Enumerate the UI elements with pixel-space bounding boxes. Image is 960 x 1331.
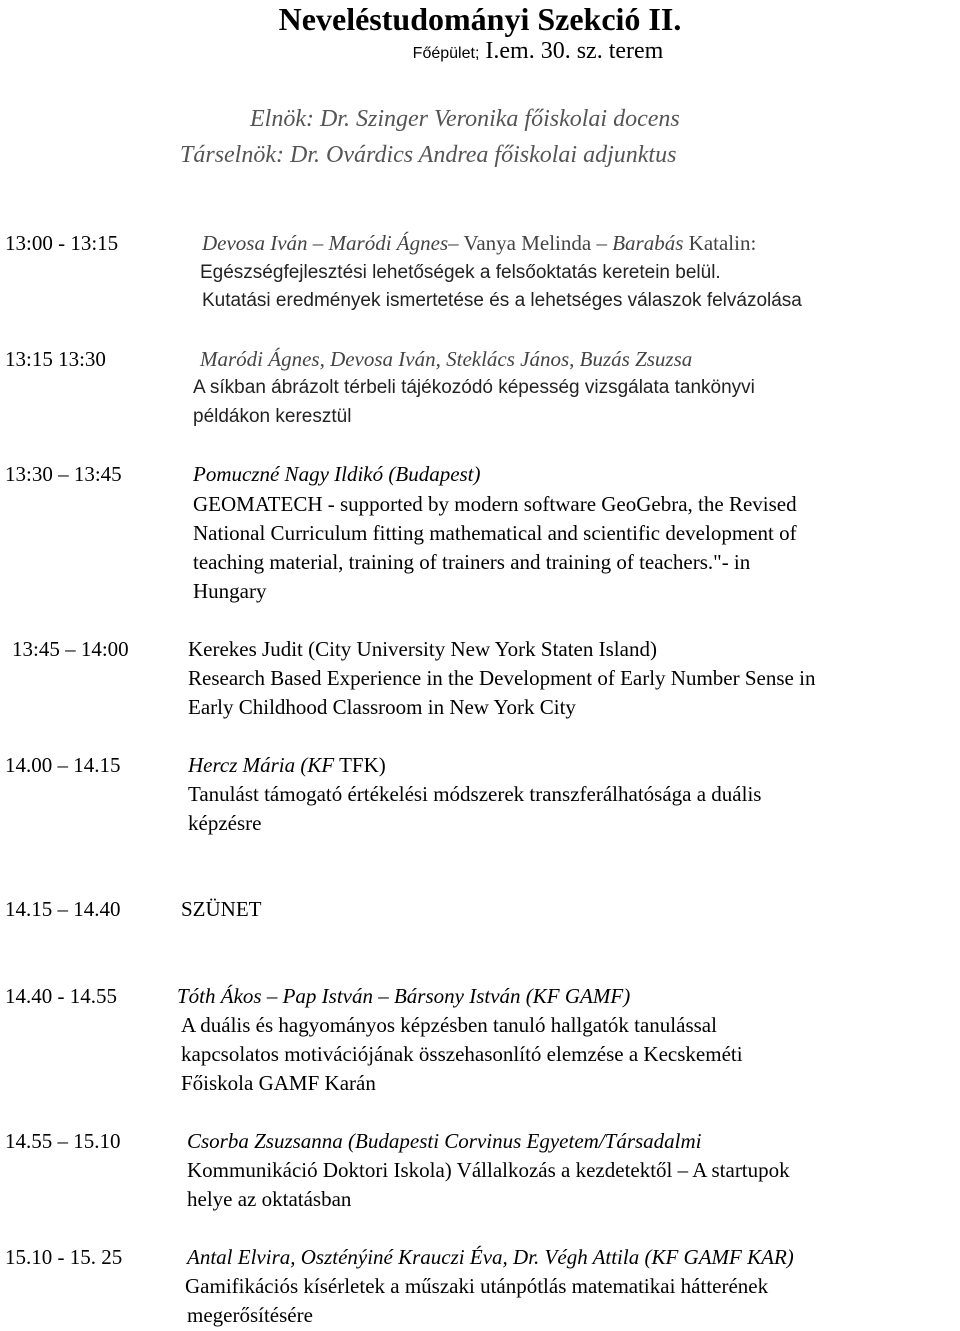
session-title-line: Research Based Experience in the Development of Early Number Sense in <box>188 666 816 690</box>
author-part: Devosa Iván – Maródi Ágnes– <box>202 231 459 255</box>
session-authors <box>202 229 756 258</box>
break-label: SZÜNET <box>181 897 262 921</box>
session-title-line: kapcsolatos motivációjának összehasonlító elemzése a Kecskeméti <box>181 1042 743 1066</box>
session-title-line: példákon keresztül <box>193 406 352 427</box>
session-title-line: Egészségfejlesztési lehetőségek a felsőoktatás keretein belül. <box>200 262 721 283</box>
venue-building: Főépület; <box>412 45 480 62</box>
session-time: 14.40 - 14.55 <box>5 984 117 1008</box>
venue <box>0 36 960 69</box>
session-authors: Tóth Ákos – Pap István – Bársony István (KF GAMF) <box>177 984 631 1008</box>
session-authors: Pomuczné Nagy Ildikó (Budapest) <box>193 462 481 486</box>
author-part: Katalin: <box>688 231 757 255</box>
session-title-line: Gamifikációs kísérletek a műszaki utánpótlás matematikai hátterének <box>185 1274 769 1298</box>
session-title-line: National Curriculum fitting mathematical and scientific development of <box>193 521 797 545</box>
author-part: – Barabás <box>596 231 684 255</box>
author-part: Vanya Melinda <box>463 231 592 255</box>
session-title-line: A duális és hagyományos képzésben tanuló hallgatók tanulással <box>181 1013 717 1037</box>
session-title-line: Főiskola GAMF Karán <box>181 1071 376 1095</box>
session-time: 13:00 - 13:15 <box>5 231 119 255</box>
cochair-line: Társelnök: Dr. Ovárdics Andrea főiskolai adjunktus <box>180 142 677 168</box>
session-authors: Kerekes Judit (City University New York Staten Island) <box>188 637 657 661</box>
session-title-line: helye az oktatásban <box>187 1187 352 1211</box>
page-title: Neveléstudományi Szekció II. <box>278 1 682 37</box>
session-title-line: Hungary <box>193 579 267 603</box>
chair-line: Elnök: Dr. Szinger Veronika főiskolai docens <box>250 106 680 132</box>
venue-room: I.em. 30. sz. terem <box>485 38 664 64</box>
session-title-line: A síkban ábrázolt térbeli tájékozódó képesség vizsgálata tankönyvi <box>193 377 755 398</box>
session-title-line: Tanulást támogató értékelési módszerek transzferálhatósága a duális <box>188 782 762 806</box>
session-time: 13:15 13:30 <box>5 347 106 371</box>
session-authors: Csorba Zsuzsanna (Budapesti Corvinus Egyetem/Társadalmi <box>187 1129 702 1153</box>
session-time: 14.00 – 14.15 <box>5 753 121 777</box>
session-title-line: teaching material, training of trainers and training of teachers."- in <box>193 550 751 574</box>
session-title-line: Early Childhood Classroom in New York City <box>188 695 576 719</box>
session-authors <box>188 751 386 780</box>
session-title-line: megerősítésére <box>187 1303 313 1327</box>
session-title-line: képzésre <box>188 811 262 835</box>
session-authors: Maródi Ágnes, Devosa Iván, Steklács János, Buzás Zsuzsa <box>200 347 693 371</box>
session-authors: Antal Elvira, Oszténýiné Krauczi Éva, Dr. Végh Attila (KF GAMF KAR) <box>187 1245 794 1269</box>
author-part: Hercz Mária (KF <box>188 753 335 777</box>
session-time: 14.15 – 14.40 <box>5 897 121 921</box>
session-time: 15.10 - 15. 25 <box>5 1245 123 1269</box>
session-time: 13:45 – 14:00 <box>12 637 129 661</box>
session-time: 13:30 – 13:45 <box>5 462 122 486</box>
session-title-line: GEOMATECH - supported by modern software GeoGebra, the Revised <box>193 492 797 516</box>
session-time: 14.55 – 15.10 <box>5 1129 121 1153</box>
session-title-line: Kommunikáció Doktori Iskola) Vállalkozás a kezdetektől – A startupok <box>187 1158 790 1182</box>
author-part: TFK) <box>339 753 386 777</box>
session-title-line: Kutatási eredmények ismertetése és a lehetséges válaszok felvázolása <box>202 290 802 311</box>
